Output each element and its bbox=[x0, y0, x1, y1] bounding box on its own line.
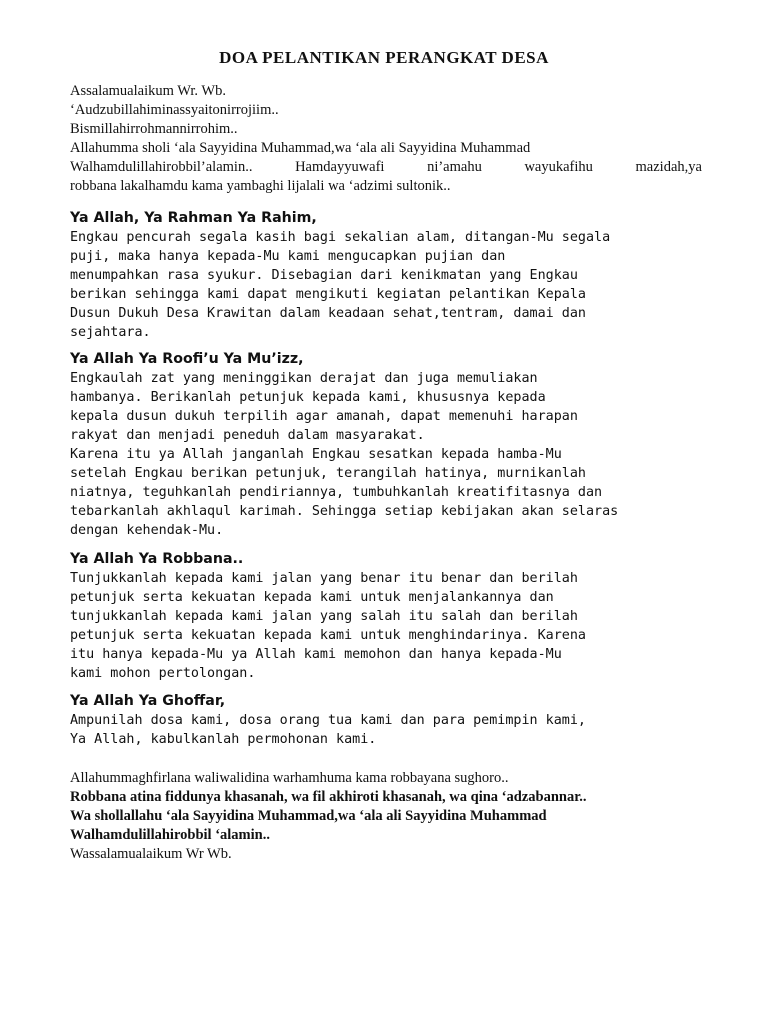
hamdalah-word: Hamdayyuwafi bbox=[295, 159, 385, 175]
section-heading: Ya Allah, Ya Rahman Ya Rahim, bbox=[70, 210, 317, 226]
hamdalah-word: wayukafihu bbox=[524, 159, 593, 175]
section-line: puji, maka hanya kepada-Mu kami mengucapkan pujian dan bbox=[70, 249, 506, 264]
document-title: DOA PELANTIKAN PERANGKAT DESA bbox=[219, 48, 549, 67]
section-line: setelah Engkau berikan petunjuk, terangilah hatinya, murnikanlah bbox=[70, 466, 586, 481]
opening-greeting bbox=[70, 82, 702, 196]
section-line: tunjukkanlah kepada kami jalan yang salah itu salah dan berilah bbox=[70, 609, 578, 624]
section-line: menumpahkan rasa syukur. Disebagian dari kenikmatan yang Engkau bbox=[70, 268, 578, 283]
section-line: rakyat dan menjadi peneduh dalam masyarakat. bbox=[70, 428, 425, 443]
section-line: Karena itu ya Allah janganlah Engkau sesatkan kepada hamba-Mu bbox=[70, 447, 562, 462]
section-line: sejahtara. bbox=[70, 325, 151, 340]
section-line: petunjuk serta kekuatan kepada kami untuk menjalankannya dan bbox=[70, 590, 554, 605]
prayer-section bbox=[70, 692, 710, 749]
section-line: tebarkanlah akhlaqul karimah. Sehingga setiap kebijakan akan selaras bbox=[70, 504, 619, 519]
section-heading: Ya Allah Ya Robbana.. bbox=[70, 551, 244, 567]
shalawat-line: Allahumma sholi ‘ala Sayyidina Muhammad,wa ‘ala ali Sayyidina Muhammad bbox=[70, 140, 531, 156]
section-line: niatnya, teguhkanlah pendiriannya, tumbuhkanlah kreatifitasnya dan bbox=[70, 485, 603, 500]
section-line: kami mohon pertolongan. bbox=[70, 666, 256, 681]
prayer-section bbox=[70, 209, 710, 342]
section-line: kepala dusun dukuh terpilih agar amanah, dapat memenuhi harapan bbox=[70, 409, 578, 424]
closing-line: Allahummaghfirlana waliwalidina warhamhuma kama robbayana sughoro.. bbox=[70, 770, 509, 786]
prayer-section bbox=[70, 350, 710, 540]
section-line: Dusun Dukuh Desa Krawitan dalam keadaan sehat,tentram, damai dan bbox=[70, 306, 586, 321]
hamdalah-continuation: robbana lakalhamdu kama yambaghi lijalali wa ‘adzimi sultonik.. bbox=[70, 178, 451, 194]
hamdalah-word: mazidah,ya bbox=[635, 159, 702, 175]
taawudz-line: ‘Audzubillahiminassyaitonirrojiim.. bbox=[70, 102, 279, 118]
section-heading: Ya Allah Ya Ghoffar, bbox=[70, 693, 226, 709]
hamdalah-line bbox=[70, 158, 702, 177]
basmalah-line: Bismillahirrohmannirrohim.. bbox=[70, 121, 238, 137]
section-line: Tunjukkanlah kepada kami jalan yang benar itu benar dan berilah bbox=[70, 571, 578, 586]
prayer-section bbox=[70, 550, 710, 683]
section-line: Ya Allah, kabulkanlah permohonan kami. bbox=[70, 732, 377, 747]
hamdalah-word: Walhamdulillahirobbil’alamin.. bbox=[70, 159, 253, 175]
closing-line: Robbana atina fiddunya khasanah, wa fil akhiroti khasanah, wa qina ‘adzabannar.. bbox=[70, 789, 587, 805]
section-heading: Ya Allah Ya Roofi’u Ya Mu’izz, bbox=[70, 351, 304, 367]
section-line: dengan kehendak-Mu. bbox=[70, 523, 224, 538]
closing-line: Wa shollallahu ‘ala Sayyidina Muhammad,wa ‘ala ali Sayyidina Muhammad bbox=[70, 808, 547, 824]
hamdalah-word: ni’amahu bbox=[427, 159, 482, 175]
section-line: petunjuk serta kekuatan kepada kami untuk menghindarinya. Karena bbox=[70, 628, 586, 643]
section-line: itu hanya kepada-Mu ya Allah kami memohon dan hanya kepada-Mu bbox=[70, 647, 562, 662]
section-line: Engkau pencurah segala kasih bagi sekalian alam, ditangan-Mu segala bbox=[70, 230, 611, 245]
farewell-line: Wassalamualaikum Wr Wb. bbox=[70, 846, 232, 862]
greeting-line: Assalamualaikum Wr. Wb. bbox=[70, 83, 226, 99]
section-line: Engkaulah zat yang meninggikan derajat dan juga memuliakan bbox=[70, 371, 538, 386]
closing-prayer bbox=[70, 769, 702, 864]
closing-line: Walhamdulillahirobbil ‘alamin.. bbox=[70, 827, 270, 843]
section-line: hambanya. Berikanlah petunjuk kepada kami, khususnya kepada bbox=[70, 390, 546, 405]
section-line: Ampunilah dosa kami, dosa orang tua kami dan para pemimpin kami, bbox=[70, 713, 586, 728]
section-line: berikan sehingga kami dapat mengikuti kegiatan pelantikan Kepala bbox=[70, 287, 586, 302]
